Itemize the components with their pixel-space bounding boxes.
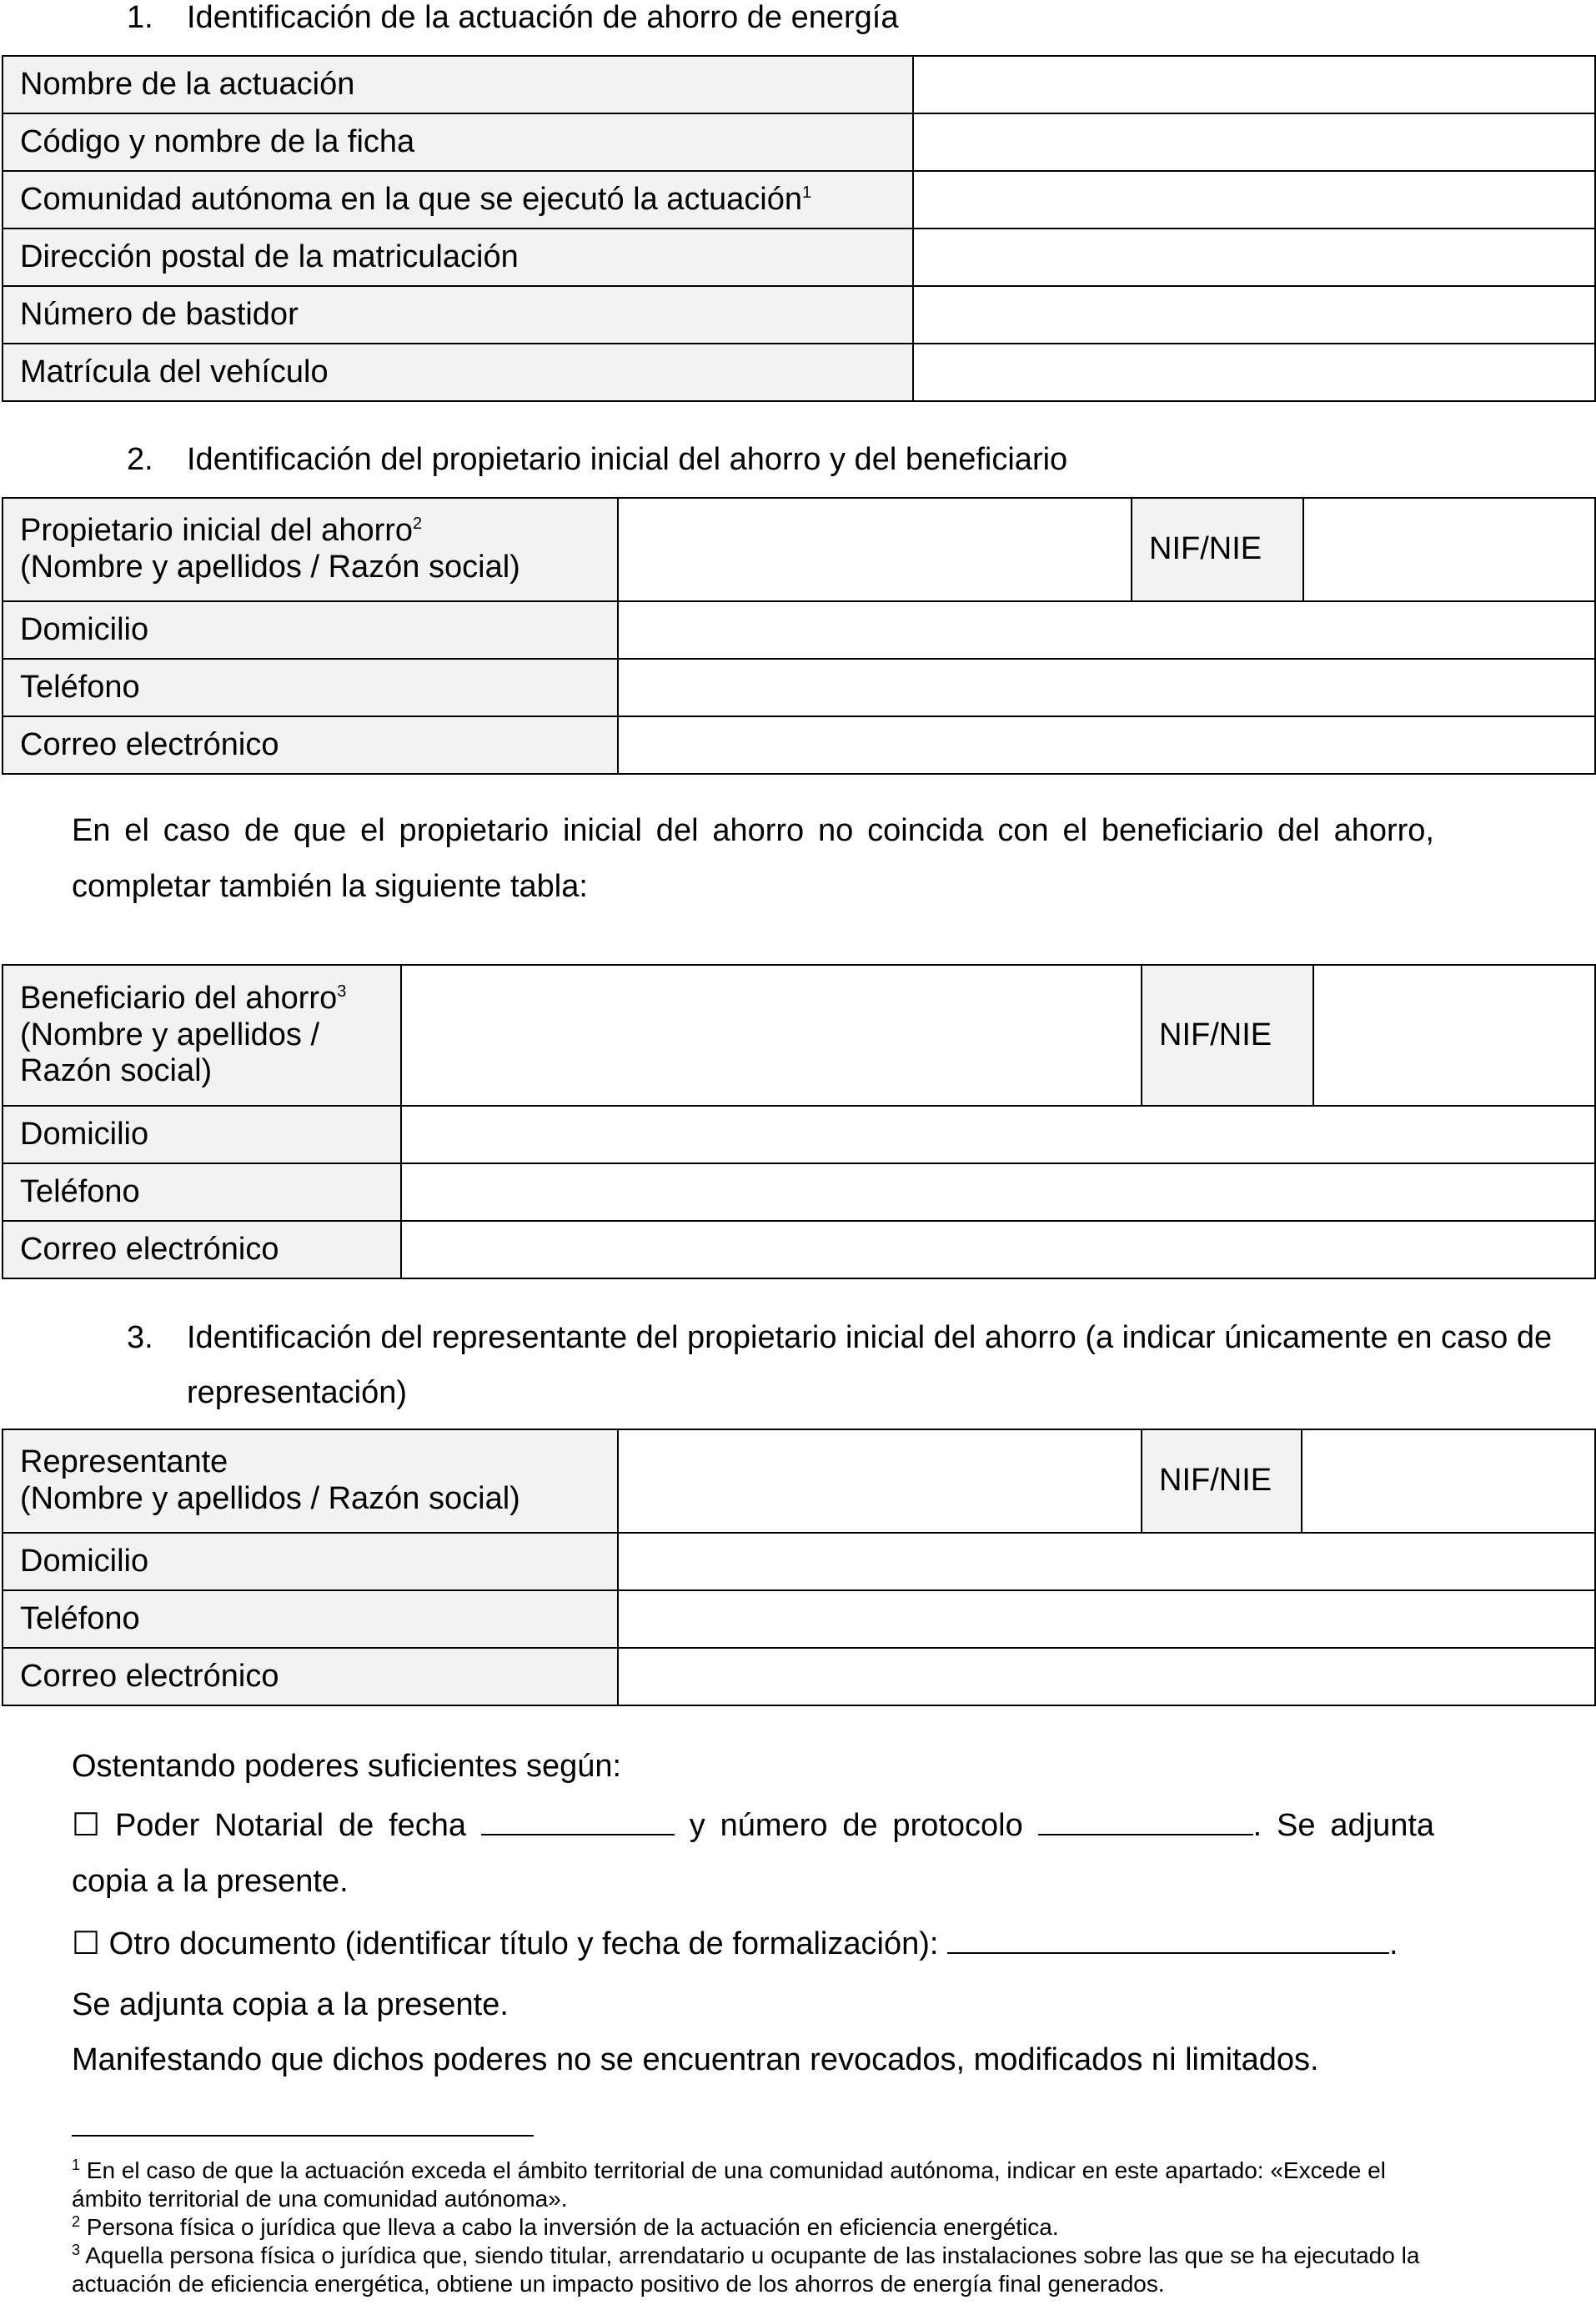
beneficiary-nif-label: NIF/NIE xyxy=(1142,965,1313,1106)
footnote-1: $^1$ En el caso de que la actuación exceda el ámbito territorial de una comunidad autónoma, indicar en este apartado: «Excede el ámbito territorial de una comunidad autónoma». xyxy=(72,2157,1386,2212)
beneficiary-nif-field[interactable] xyxy=(1313,965,1595,1106)
beneficiary-address-field[interactable] xyxy=(401,1106,1595,1163)
owner-email-field[interactable] xyxy=(618,716,1595,774)
other-doc-period: . xyxy=(1389,1926,1398,1961)
section-2-title: Identificación del propietario inicial del ahorro y del beneficiario xyxy=(187,442,1068,477)
notarial-copy-note: . Se adjunta copia a la presente. xyxy=(72,1808,1435,1899)
license-plate-field[interactable] xyxy=(913,344,1595,401)
beneficiary-name-field[interactable] xyxy=(401,965,1142,1106)
owner-email-label: Correo electrónico xyxy=(3,716,618,774)
representative-phone-field[interactable] xyxy=(618,1590,1595,1648)
footnotes xyxy=(72,2157,1439,2298)
beneficiary-label: Beneficiario del ahorro$^3$ (Nombre y apellidos / Razón social) xyxy=(3,965,401,1106)
representative-email-label: Correo electrónico xyxy=(3,1648,618,1705)
other-doc-copy-note: Se adjunta copia a la presente. xyxy=(72,1987,509,2022)
footnote-2: $^2$ Persona física o jurídica que lleva a cabo la inversión de la actuación en eficiencia energética. xyxy=(72,2213,1059,2240)
notarial-checkbox[interactable]: ☐ xyxy=(72,1808,101,1843)
row-label-action-name: Nombre de la actuación xyxy=(3,56,913,113)
row-label-registration-address: Dirección postal de la matriculación xyxy=(3,228,913,286)
representative-nif-label: NIF/NIE xyxy=(1142,1429,1302,1533)
owner-address-field[interactable] xyxy=(618,601,1595,659)
action-identification-table xyxy=(2,55,1596,402)
sheet-code-field[interactable] xyxy=(913,113,1595,171)
section-1-title: Identificación de la actuación de ahorro de energía xyxy=(187,0,899,35)
row-label-license-plate: Matrícula del vehículo xyxy=(3,344,913,401)
owner-table xyxy=(2,497,1596,775)
beneficiary-note: En el caso de que el propietario inicial del ahorro no coincida con el beneficiario del ahorro, completar también la siguiente tabla: xyxy=(72,813,1434,904)
powers-intro: Ostentando poderes suficientes según: xyxy=(72,1749,622,1784)
other-doc-blank[interactable] xyxy=(947,1924,1389,1954)
footnote-ref-1: 1 xyxy=(801,183,812,202)
representative-table xyxy=(2,1429,1596,1706)
beneficiary-phone-label: Teléfono xyxy=(3,1163,401,1221)
representative-address-field[interactable] xyxy=(618,1533,1595,1590)
owner-phone-field[interactable] xyxy=(618,659,1595,716)
representative-nif-field[interactable] xyxy=(1302,1429,1595,1533)
powers-option-notarial xyxy=(72,1798,1434,1910)
footnote-ref-3: 3 xyxy=(337,982,347,1001)
representative-phone-label: Teléfono xyxy=(3,1590,618,1648)
owner-name-field[interactable] xyxy=(618,498,1132,601)
beneficiary-email-field[interactable] xyxy=(401,1221,1595,1278)
representative-name-field[interactable] xyxy=(618,1429,1142,1533)
registration-address-field[interactable] xyxy=(913,228,1595,286)
protocol-label: y número de protocolo xyxy=(689,1808,1023,1843)
owner-label: Propietario inicial del ahorro$^2$ (Nombre y apellidos / Razón social) xyxy=(3,498,618,601)
footnote-separator xyxy=(72,2135,534,2137)
other-doc-checkbox[interactable]: ☐ xyxy=(72,1926,101,1961)
action-name-field[interactable] xyxy=(913,56,1595,113)
beneficiary-table xyxy=(2,964,1596,1279)
notarial-label: Poder Notarial de fecha xyxy=(114,1808,467,1843)
autonomous-community-field[interactable] xyxy=(913,171,1595,228)
section-2-number: 2. xyxy=(127,442,153,477)
footnote-3: $^3$ Aquella persona física o jurídica que, siendo titular, arrendatario u ocupante de las instalaciones sobre las que se ha ejecutado la actuación de eficiencia energética, obtiene un impacto positivo de los ahorros de energía final generados. xyxy=(72,2242,1420,2297)
row-label-chassis-number: Número de bastidor xyxy=(3,286,913,344)
footnote-ref-2: 2 xyxy=(413,515,423,534)
owner-address-label: Domicilio xyxy=(3,601,618,659)
owner-nif-field[interactable] xyxy=(1303,498,1595,601)
powers-option-other xyxy=(72,1916,1434,1972)
powers-closing: Manifestando que dichos poderes no se encuentran revocados, modificados ni limitados. xyxy=(72,2042,1319,2077)
section-1-number: 1. xyxy=(127,0,153,35)
chassis-number-field[interactable] xyxy=(913,286,1595,344)
beneficiary-phone-field[interactable] xyxy=(401,1163,1595,1221)
beneficiary-address-label: Domicilio xyxy=(3,1106,401,1163)
representative-email-field[interactable] xyxy=(618,1648,1595,1705)
beneficiary-email-label: Correo electrónico xyxy=(3,1221,401,1278)
owner-nif-label: NIF/NIE xyxy=(1132,498,1303,601)
row-label-sheet-code: Código y nombre de la ficha xyxy=(3,113,913,171)
owner-phone-label: Teléfono xyxy=(3,659,618,716)
section-3-title: Identificación del representante del propietario inicial del ahorro (a indicar únicamente en caso de representación) xyxy=(187,1320,1553,1410)
representative-label: Representante (Nombre y apellidos / Razón social) xyxy=(3,1429,618,1533)
other-doc-label: Otro documento (identificar título y fecha de formalización): xyxy=(108,1926,939,1961)
section-3-number: 3. xyxy=(127,1320,153,1355)
protocol-number-blank[interactable] xyxy=(1038,1805,1253,1835)
row-label-autonomous-community: Comunidad autónoma en la que se ejecutó la actuación$^1$ xyxy=(3,171,913,228)
representative-address-label: Domicilio xyxy=(3,1533,618,1590)
notarial-date-blank[interactable] xyxy=(481,1805,675,1835)
